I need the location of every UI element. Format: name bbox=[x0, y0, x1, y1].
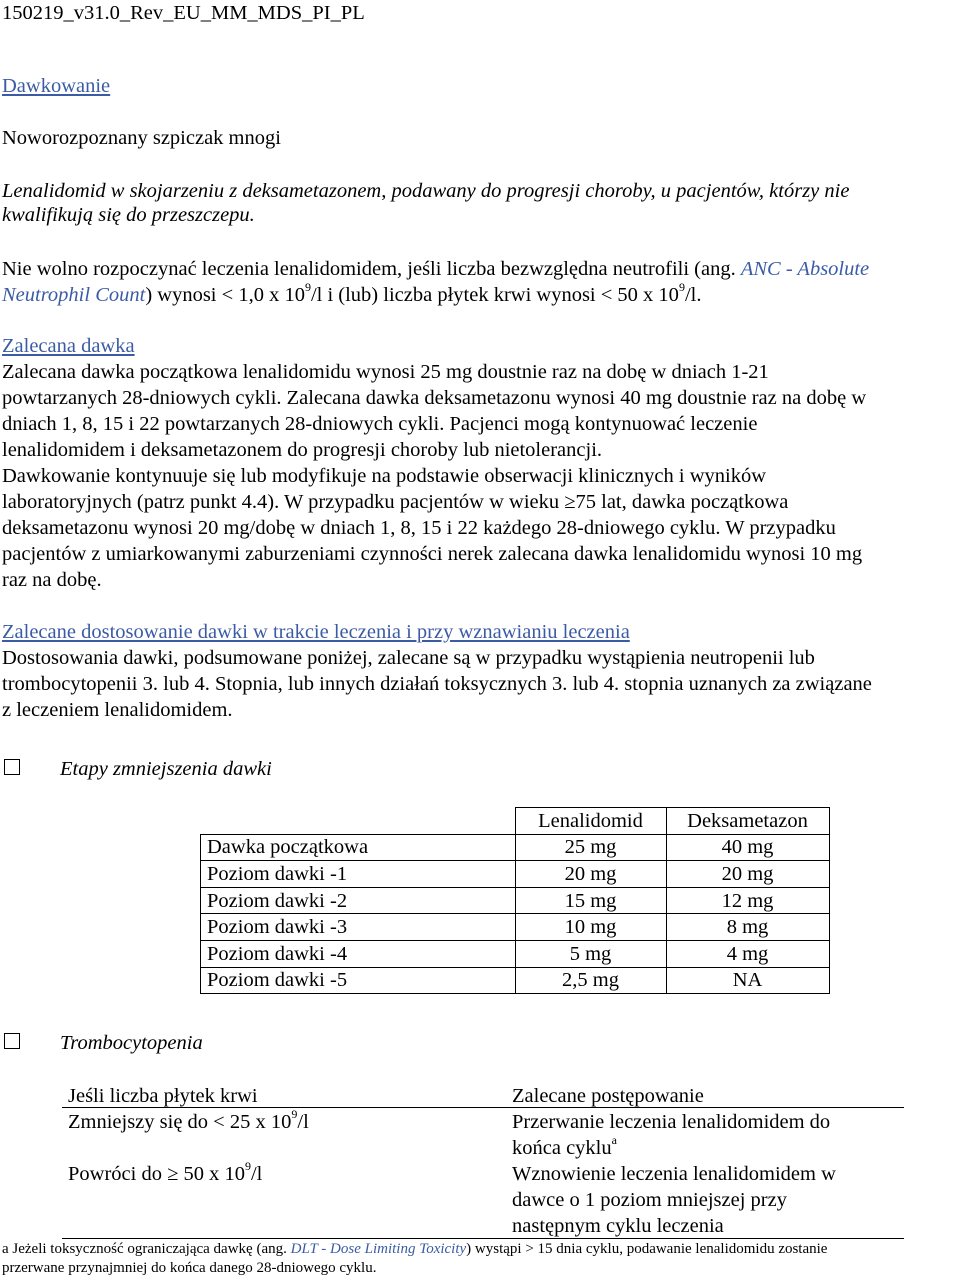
lenalidomid-dose: 15 mg bbox=[515, 887, 666, 914]
table-row bbox=[201, 834, 830, 861]
table-row bbox=[201, 887, 830, 914]
lenalidomid-dose: 10 mg bbox=[515, 914, 666, 941]
column-header-deksametazon: Deksametazon bbox=[666, 808, 829, 835]
thrombo-action-2-line: następnym cyklu leczenia bbox=[512, 1215, 724, 1237]
anc-abbrev: ANC - Absolute bbox=[740, 258, 870, 280]
deksametazon-dose: 4 mg bbox=[666, 940, 829, 967]
row-label: Poziom dawki -4 bbox=[201, 940, 516, 967]
recommended-line: raz na dobę. bbox=[2, 569, 102, 591]
footnote-line-2: przerwane przynajmniej do końca danego 28-dniowego cyklu. bbox=[2, 1260, 377, 1276]
thrombo-action-1-line-1: Przerwanie leczenia lenalidomidem do bbox=[512, 1111, 831, 1133]
deksametazon-dose: 40 mg bbox=[666, 834, 829, 861]
condition-text: Zmniejszy się do < 25 x 10 bbox=[68, 1111, 292, 1133]
lenalidomid-dose: 20 mg bbox=[515, 861, 666, 888]
table-header-row bbox=[201, 808, 830, 835]
unit-text: /l. bbox=[684, 284, 702, 306]
anc-threshold-text: ) wynosi < 1,0 x 10 bbox=[145, 284, 305, 306]
condition-unit: /l bbox=[297, 1111, 309, 1133]
footnote-text: a Jeżeli toksyczność ograniczająca dawkę (ang. bbox=[2, 1241, 291, 1257]
table-row bbox=[201, 914, 830, 941]
footnote-line-1 bbox=[2, 1240, 827, 1259]
anc-term: Neutrophil Count bbox=[2, 284, 146, 306]
thrombo-action-2-line: dawce o 1 poziom mniejszej przy bbox=[512, 1189, 787, 1211]
recommended-line: dniach 1, 8, 15 i 22 powtarzanych 28-dniowych cykli. Pacjenci mogą kontynuować leczenie bbox=[2, 413, 758, 435]
lenalidomid-dose: 25 mg bbox=[515, 834, 666, 861]
table-row bbox=[201, 967, 830, 994]
thrombo-col2-header: Zalecane postępowanie bbox=[512, 1085, 704, 1107]
platelet-sup: 9 bbox=[678, 280, 685, 295]
thrombo-col1-header: Jeśli liczba płytek krwi bbox=[68, 1085, 258, 1107]
document-id: 150219_v31.0_Rev_EU_MM_MDS_PI_PL bbox=[2, 2, 365, 24]
thrombo-condition-1 bbox=[68, 1109, 309, 1135]
adjustment-line: trombocytopenii 3. lub 4. Stopnia, lub innych działań toksycznych 3. lub 4. stopnia uznanych za związane bbox=[2, 673, 872, 695]
thrombo-action-2-line: Wznowienie leczenia lenalidomidem w bbox=[512, 1163, 836, 1185]
row-label: Poziom dawki -2 bbox=[201, 887, 516, 914]
recommended-line: deksametazonu wynosi 20 mg/dobę w dniach 1, 8, 15 i 22 każdego 28-dniowego cyklu. W przypadku bbox=[2, 517, 836, 539]
recommended-dose-heading: Zalecana dawka bbox=[2, 335, 135, 357]
indication-line-1: Lenalidomid w skojarzeniu z deksametazonem, podawany do progresji choroby, u pacjentów, którzy nie bbox=[2, 180, 850, 202]
recommended-line: laboratoryjnych (patrz punkt 4.4). W przypadku pacjentów w wieku ≥75 lat, dawka początkowa bbox=[2, 491, 789, 513]
anc-sup: 9 bbox=[304, 280, 311, 295]
row-label: Poziom dawki -3 bbox=[201, 914, 516, 941]
indication-line-2: kwalifikują się do przeszczepu. bbox=[2, 204, 255, 226]
thrombo-action-1-line-2 bbox=[512, 1135, 617, 1161]
recommended-line: Zalecana dawka początkowa lenalidomidu wynosi 25 mg doustnie raz na dobę w dniach 1-21 bbox=[2, 361, 769, 383]
action-text: końca cyklu bbox=[512, 1137, 612, 1159]
table-corner bbox=[201, 808, 516, 835]
checkbox-icon bbox=[4, 759, 20, 775]
condition-text: Powróci do ≥ 50 x 10 bbox=[68, 1163, 245, 1185]
anc-paragraph-line-1 bbox=[2, 256, 869, 282]
anc-text: Nie wolno rozpoczynać leczenia lenalidomidem, jeśli liczba bezwzględna neutrofili (ang. bbox=[2, 258, 741, 280]
footnote-marker: a bbox=[611, 1133, 617, 1148]
deksametazon-dose: 8 mg bbox=[666, 914, 829, 941]
platelet-threshold-text: /l i (lub) liczba płytek krwi wynosi < 50 x 10 bbox=[310, 284, 679, 306]
recommended-line: powtarzanych 28-dniowych cykli. Zalecana dawka deksametazonu wynosi 40 mg doustnie raz na dobę w bbox=[2, 387, 867, 409]
recommended-line: lenalidomidem i deksametazonem do progresji choroby lub nietolerancji. bbox=[2, 439, 603, 461]
condition-sup: 9 bbox=[291, 1107, 298, 1122]
recommended-line: pacjentów z umiarkowanymi zaburzeniami czynności nerek zalecana dawka lenalidomidu wynosi 10 mg bbox=[2, 543, 863, 565]
table-row bbox=[201, 940, 830, 967]
dose-steps-heading: Etapy zmniejszenia dawki bbox=[60, 758, 272, 780]
lenalidomid-dose: 5 mg bbox=[515, 940, 666, 967]
row-label: Dawka początkowa bbox=[201, 834, 516, 861]
table-divider bbox=[62, 1107, 904, 1108]
checkbox-icon bbox=[4, 1033, 20, 1049]
adjustment-line: z leczeniem lenalidomidem. bbox=[2, 699, 233, 721]
thrombo-heading: Trombocytopenia bbox=[60, 1032, 203, 1054]
table-divider bbox=[62, 1238, 904, 1239]
anc-paragraph-line-2 bbox=[2, 282, 701, 308]
column-header-lenalidomid: Lenalidomid bbox=[515, 808, 666, 835]
condition-sup: 9 bbox=[244, 1159, 251, 1174]
row-label: Poziom dawki -5 bbox=[201, 967, 516, 994]
deksametazon-dose: 20 mg bbox=[666, 861, 829, 888]
lenalidomid-dose: 2,5 mg bbox=[515, 967, 666, 994]
dose-reduction-table bbox=[200, 807, 830, 994]
footnote-term: DLT - Dose Limiting Toxicity bbox=[290, 1241, 467, 1257]
table-row bbox=[201, 861, 830, 888]
row-label: Poziom dawki -1 bbox=[201, 861, 516, 888]
condition-unit: /l bbox=[250, 1163, 263, 1185]
section-subtitle: Noworozpoznany szpiczak mnogi bbox=[2, 127, 281, 149]
deksametazon-dose: NA bbox=[666, 967, 829, 994]
section-title: Dawkowanie bbox=[2, 75, 111, 97]
thrombo-condition-2 bbox=[68, 1161, 262, 1187]
recommended-line: Dawkowanie kontynuuje się lub modyfikuje na podstawie obserwacji klinicznych i wyników bbox=[2, 465, 767, 487]
deksametazon-dose: 12 mg bbox=[666, 887, 829, 914]
adjustment-heading: Zalecane dostosowanie dawki w trakcie leczenia i przy wznawianiu leczenia bbox=[2, 621, 630, 643]
adjustment-line: Dostosowania dawki, podsumowane poniżej, zalecane są w przypadku wystąpienia neutropenii lub bbox=[2, 647, 815, 669]
footnote-text: ) wystąpi > 15 dnia cyklu, podawanie lenalidomidu zostanie bbox=[466, 1241, 828, 1257]
